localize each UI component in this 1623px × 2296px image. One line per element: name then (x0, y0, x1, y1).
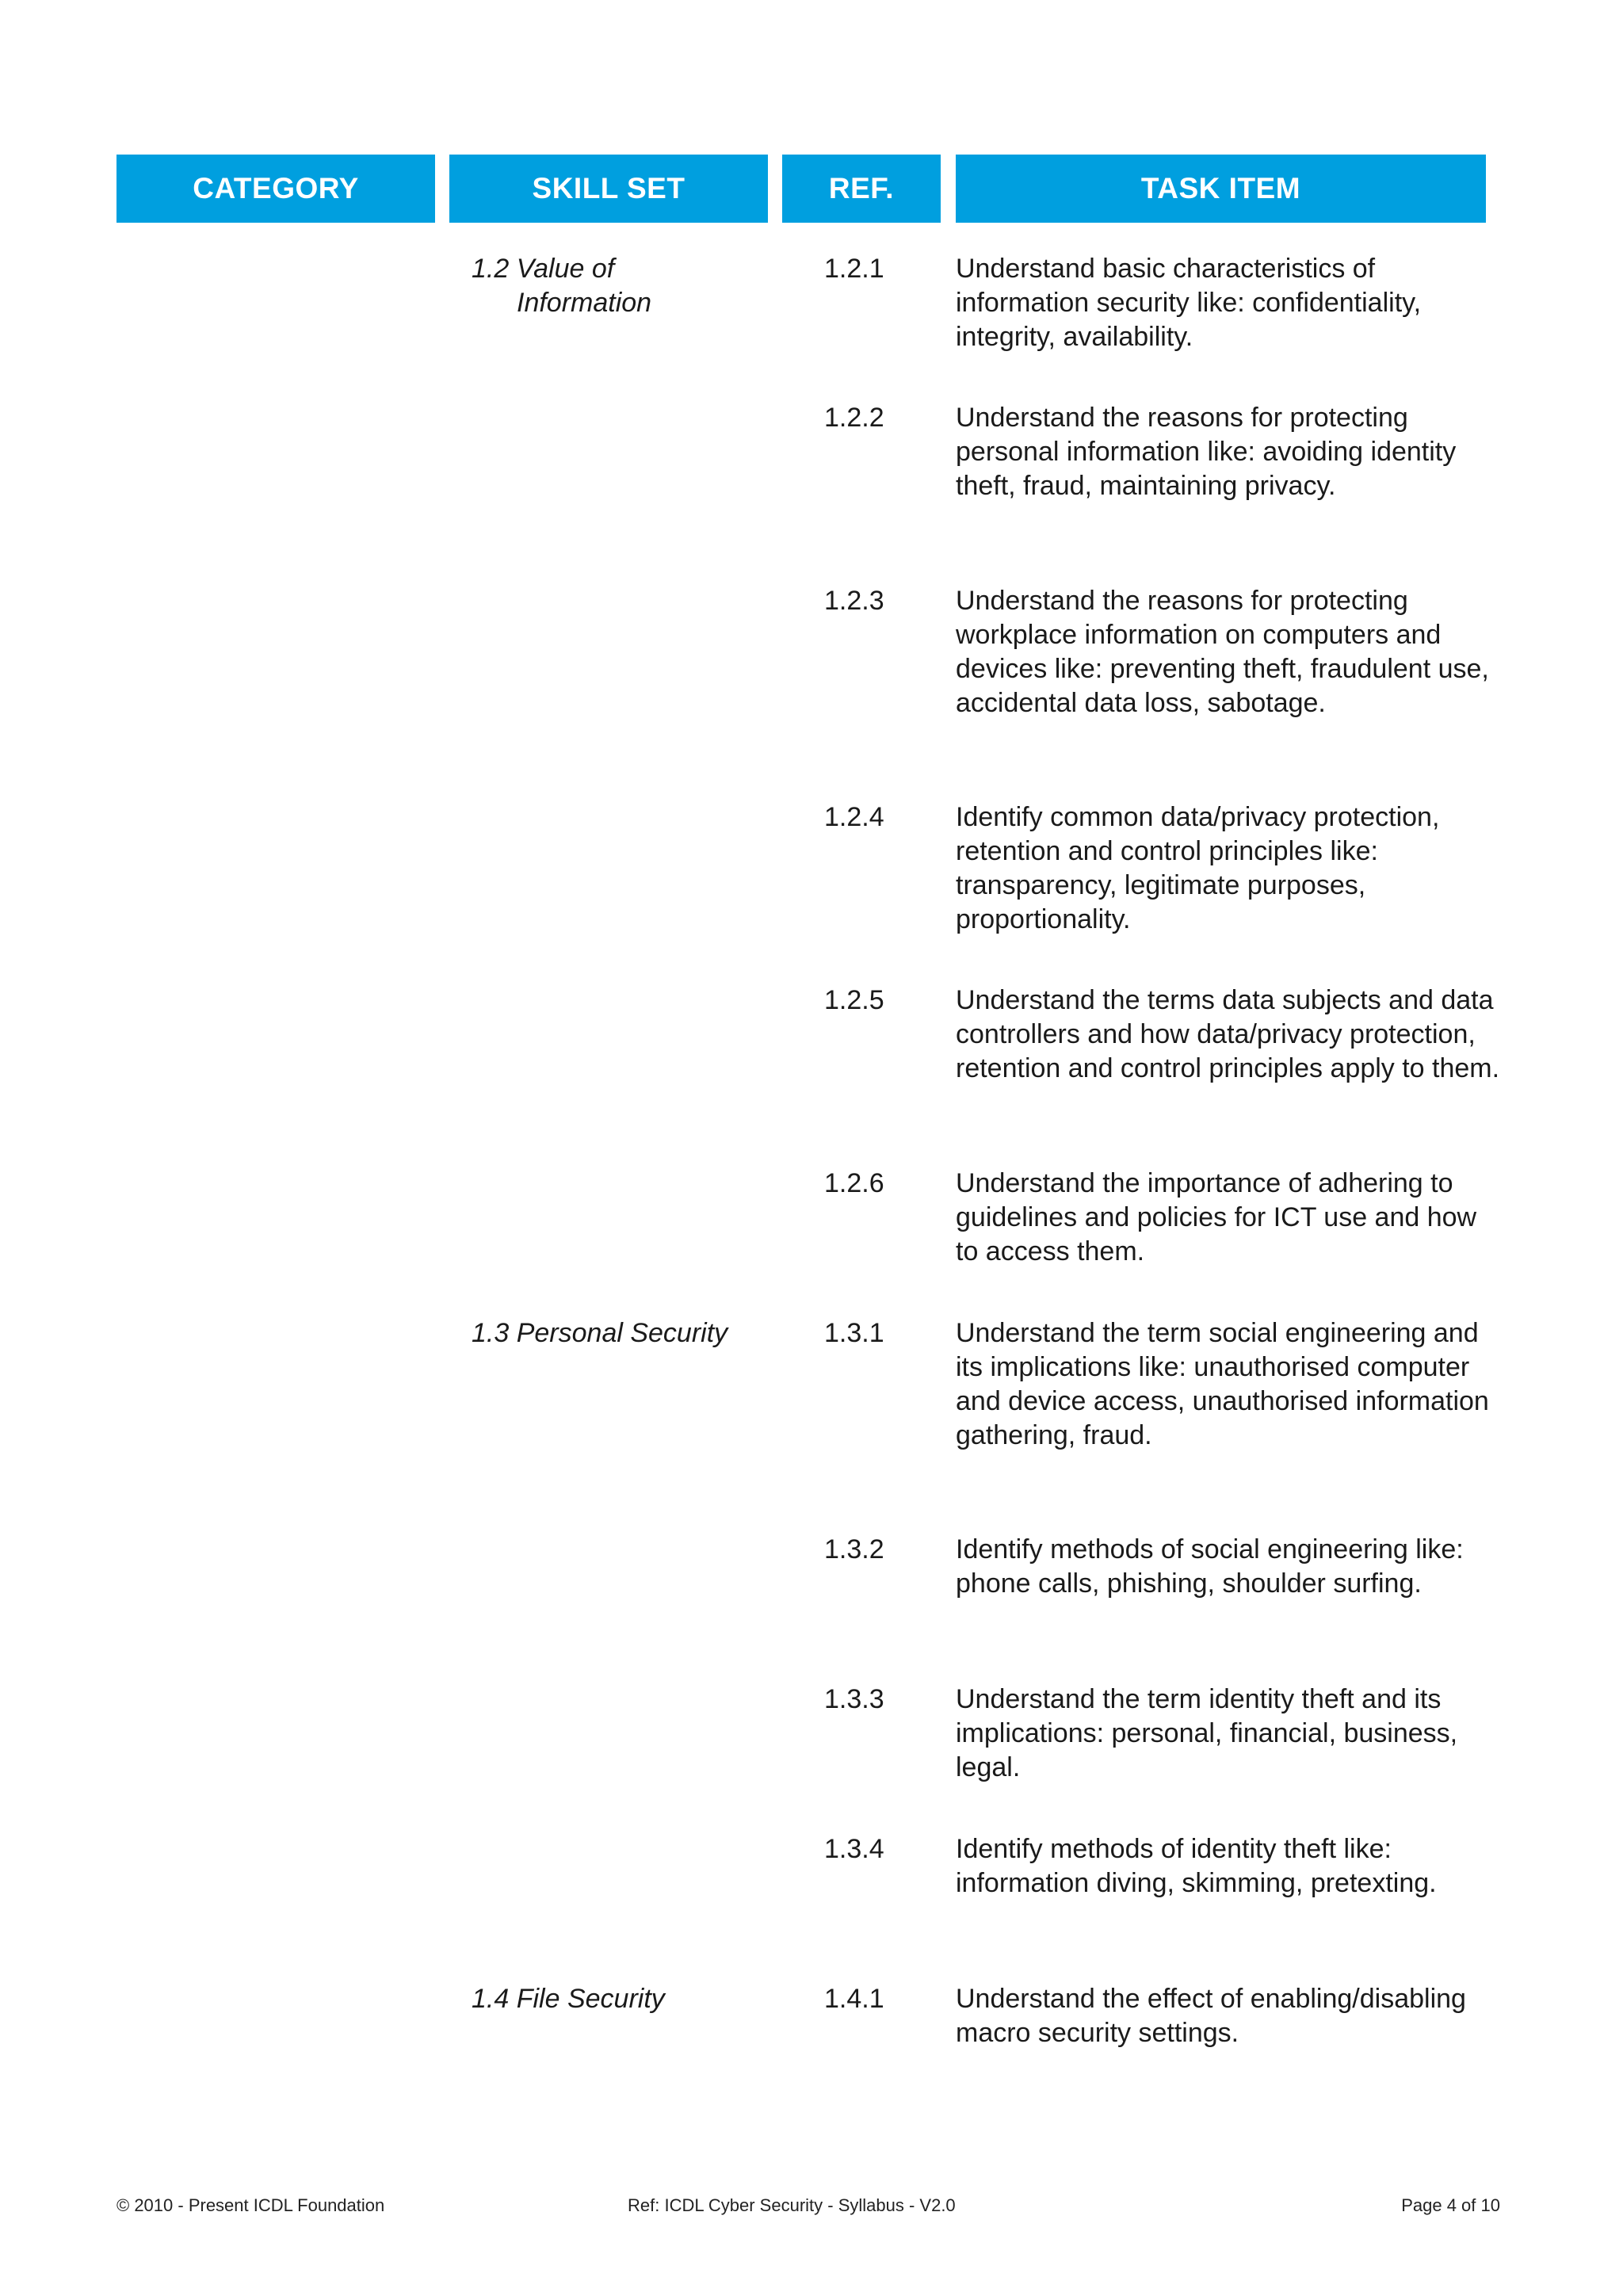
footer-reference: Ref: ICDL Cyber Security - Syllabus - V2.0 (628, 2195, 956, 2215)
task-item-cell: Understand the term social engineering and its implications like: unauthorised computer and device access, unauthorised information gathering, fraud. (956, 1318, 1489, 1450)
ref-cell: 1.2.4 (824, 802, 884, 832)
footer-copyright: © 2010 - Present ICDL Foundation (116, 2195, 385, 2215)
task-item-cell: Understand the effect of enabling/disabling macro security settings. (956, 1984, 1466, 2048)
task-item-cell: Understand the importance of adhering to guidelines and policies for ICT use and how to access them. (956, 1168, 1477, 1266)
column-header-task-item: TASK ITEM (956, 155, 1486, 223)
skill-set-label-continued: Information (517, 288, 652, 318)
task-item-cell: Identify common data/privacy protection, retention and control principles like: transparency, legitimate purposes, proportionality. (956, 802, 1440, 934)
skill-set-cell (472, 1316, 773, 1350)
task-item-cell: Understand the reasons for protecting workplace information on computers and devices like: preventing theft, fraudulent use, accidental data loss, sabotage. (956, 586, 1489, 718)
ref-cell: 1.4.1 (824, 1984, 884, 2014)
skill-set-cell (472, 252, 773, 320)
ref-cell: 1.2.2 (824, 403, 884, 433)
table-header (0, 155, 1623, 223)
task-item-cell: Identify methods of identity theft like: information diving, skimming, pretexting. (956, 1834, 1437, 1898)
skill-set-cell (472, 1982, 773, 2016)
task-item-cell: Understand the term identity theft and its implications: personal, financial, business, legal. (956, 1684, 1458, 1782)
column-header-ref: REF. (782, 155, 941, 223)
column-header-skill-set: SKILL SET (449, 155, 768, 223)
ref-cell: 1.3.2 (824, 1534, 884, 1564)
task-item-cell: Understand basic characteristics of information security like: confidentiality, integrity, availability. (956, 254, 1422, 352)
column-header-category: CATEGORY (116, 155, 435, 223)
ref-cell: 1.3.1 (824, 1318, 884, 1348)
skill-set-label: 1.2 Value of (472, 254, 615, 284)
footer-page-number: Page 4 of 10 (1401, 2195, 1500, 2215)
ref-cell: 1.2.6 (824, 1168, 884, 1198)
ref-cell: 1.2.5 (824, 985, 884, 1015)
skill-set-label: 1.4 File Security (472, 1984, 665, 2014)
skill-set-label: 1.3 Personal Security (472, 1318, 728, 1348)
ref-cell: 1.2.3 (824, 586, 884, 616)
ref-cell: 1.3.4 (824, 1834, 884, 1864)
ref-cell: 1.3.3 (824, 1684, 884, 1714)
task-item-cell: Understand the terms data subjects and data controllers and how data/privacy protection, retention and control principles apply to them. (956, 985, 1500, 1083)
ref-cell: 1.2.1 (824, 254, 884, 284)
task-item-cell: Identify methods of social engineering like: phone calls, phishing, shoulder surfing. (956, 1534, 1464, 1599)
task-item-cell: Understand the reasons for protecting personal information like: avoiding identity theft, fraud, maintaining privacy. (956, 403, 1457, 501)
